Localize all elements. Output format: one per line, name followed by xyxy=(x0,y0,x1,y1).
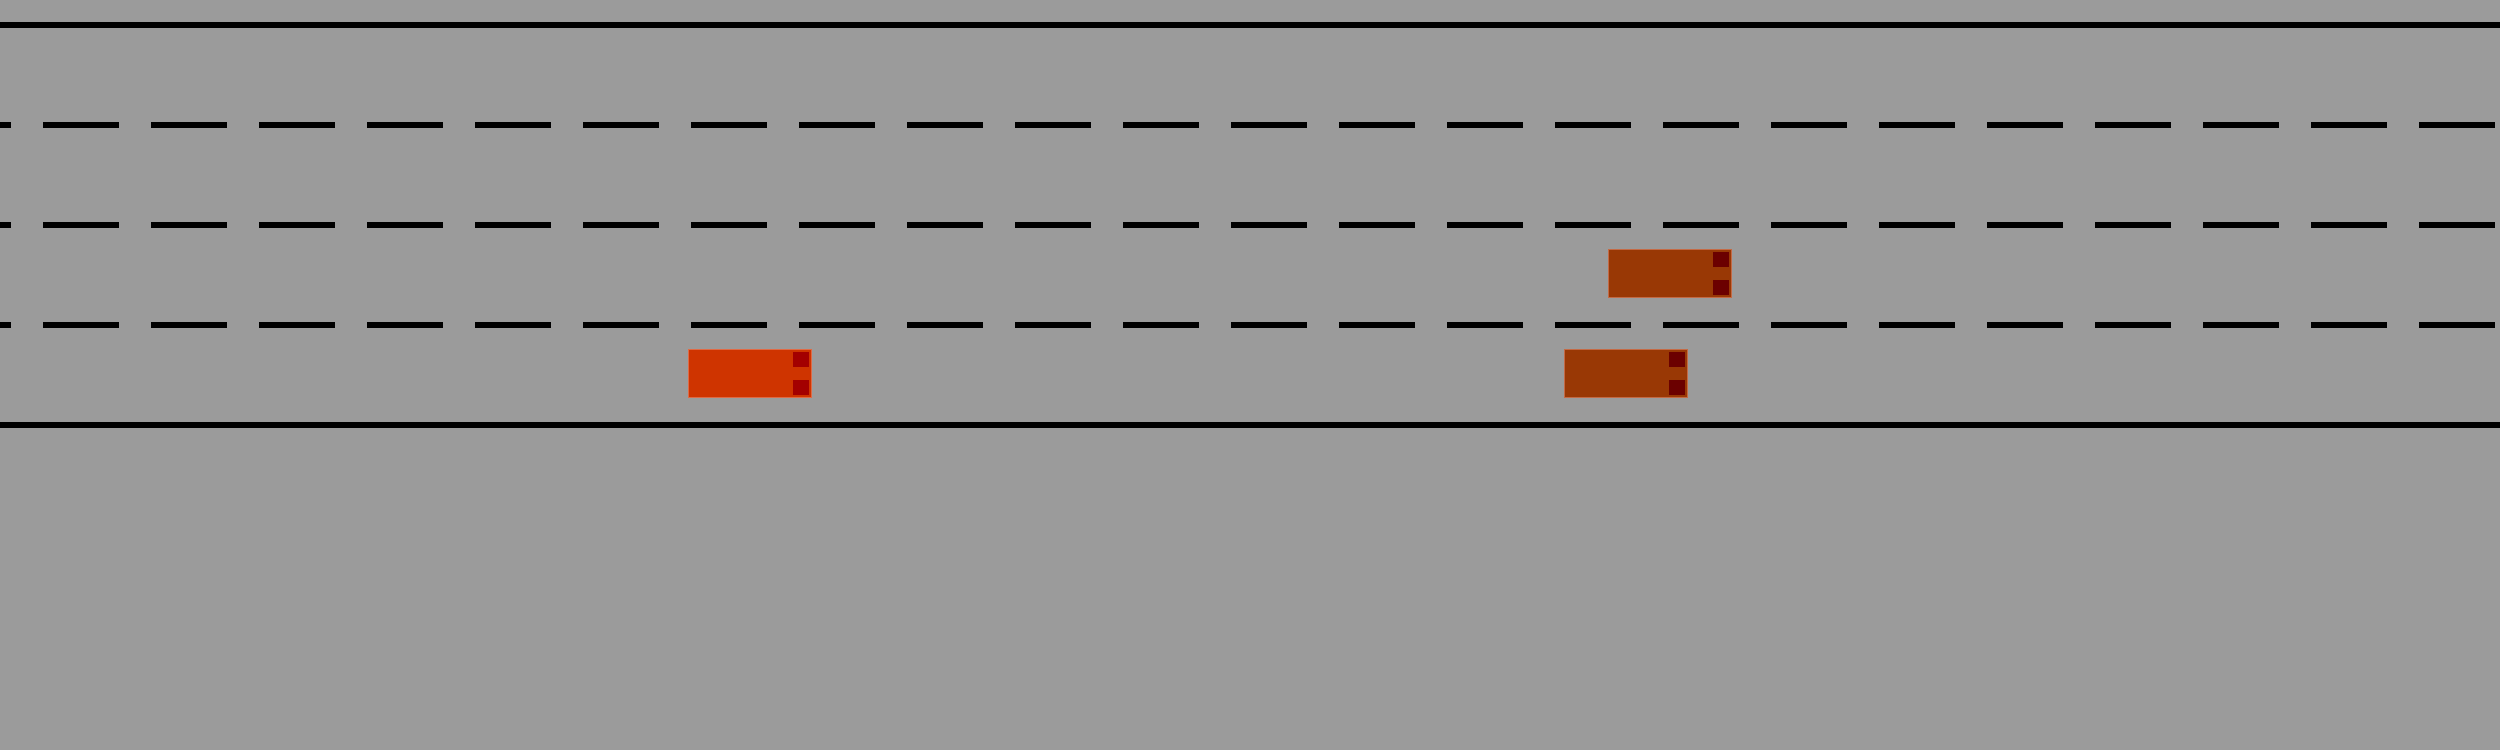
tail-light xyxy=(793,352,809,367)
tail-light xyxy=(1713,252,1729,267)
ego-vehicle xyxy=(688,349,812,398)
tail-light xyxy=(1713,280,1729,295)
tail-light xyxy=(1669,352,1685,367)
other-vehicle xyxy=(1564,349,1688,398)
tail-light xyxy=(793,380,809,395)
other-vehicle xyxy=(1608,249,1732,298)
tail-light xyxy=(1669,380,1685,395)
